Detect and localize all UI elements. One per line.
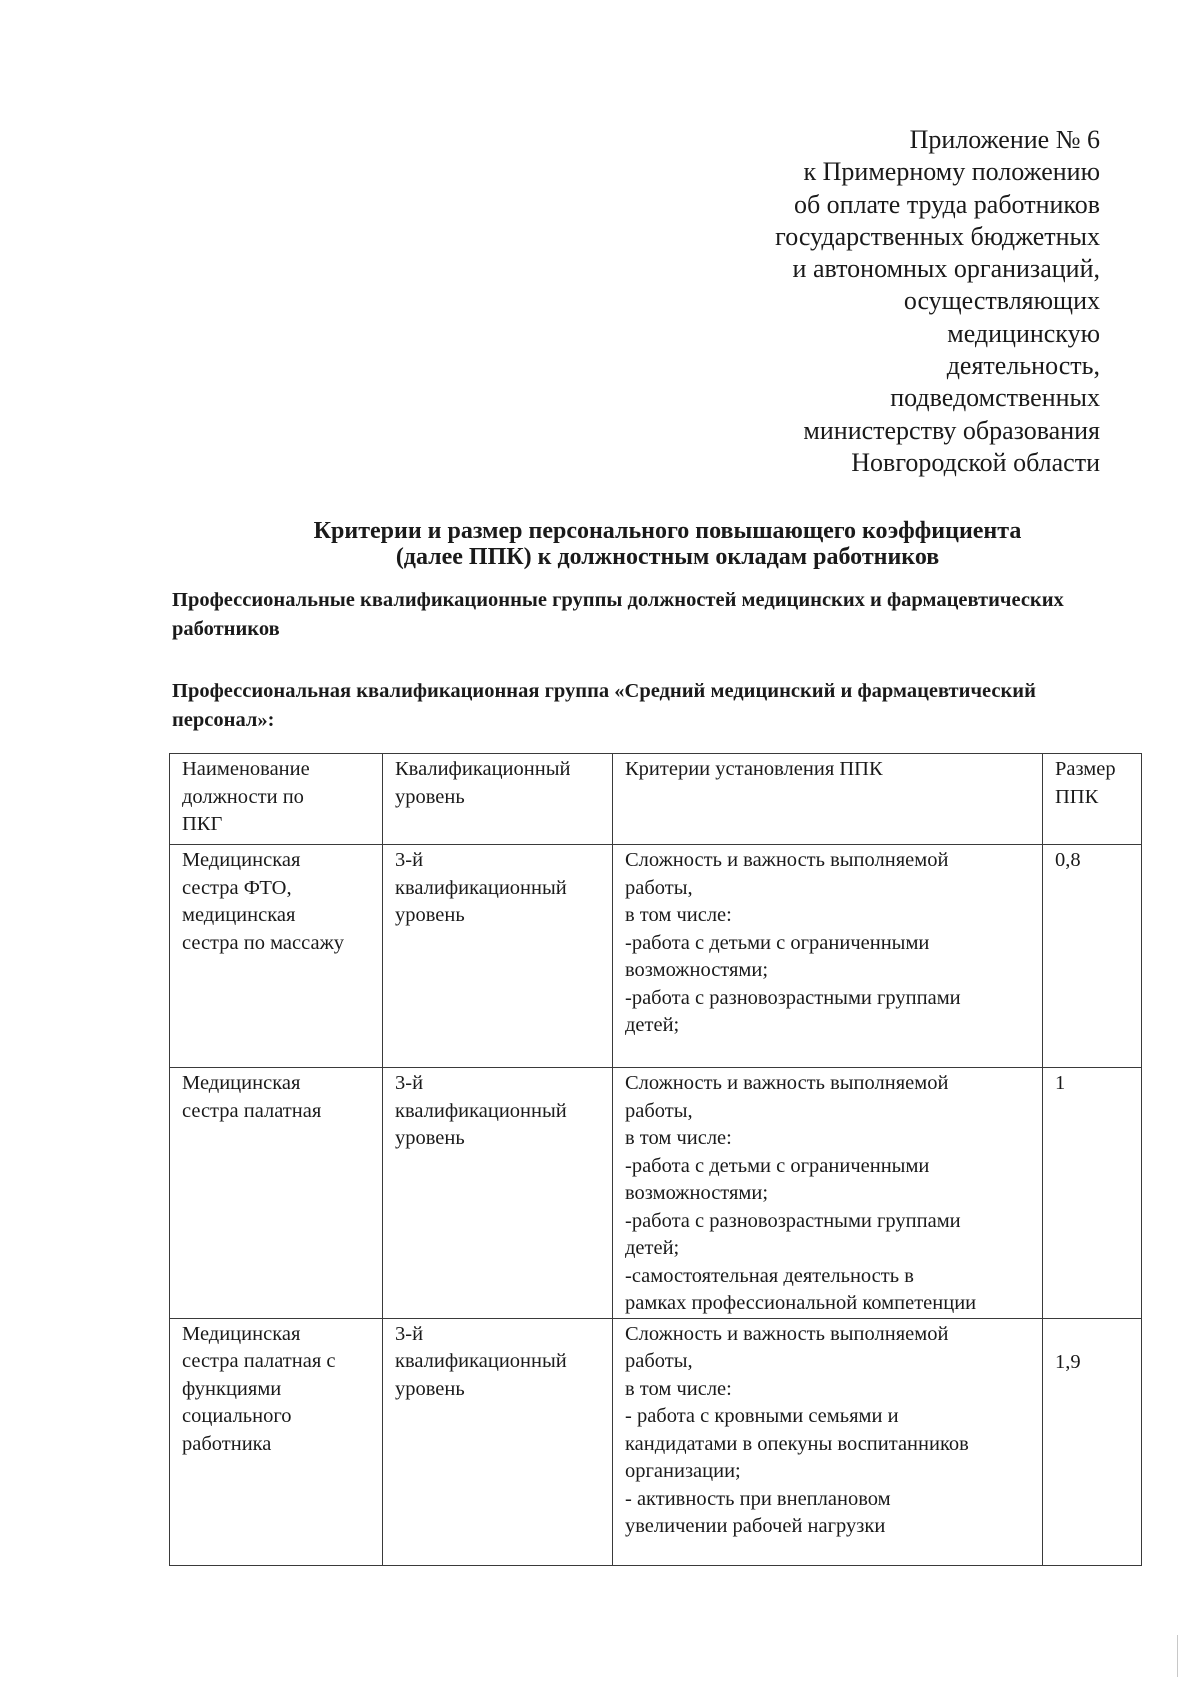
cell-level [383,845,613,1068]
cell-level [383,1318,613,1565]
cell-line: квалификационный [395,1350,567,1372]
appendix-line: к Примерному положению [803,157,1100,187]
cell-line: -работа с разновозрастными группами [625,1209,961,1232]
appendix-line: государственных бюджетных [775,221,1100,251]
appendix-line: министерству образования [803,415,1100,445]
size-value: 0,8 [1055,849,1081,871]
cell-line: - активность при внеплановом [625,1487,891,1510]
cell-line: работы, [625,1099,693,1122]
appendix-line: Новгородской области [851,447,1100,477]
cell-line: в том числе: [625,1377,732,1400]
appendix-line: медицинскую [947,318,1100,348]
cell-line: сестра палатная с [182,1350,336,1372]
cell-line: рамках профессиональной компетенции [625,1292,977,1314]
cell-line: -самостоятельная деятельность в [625,1264,914,1287]
scan-margin-mark [1177,1635,1178,1677]
cell-position [170,845,383,1068]
cell-line: сестра ФТО, [182,876,292,899]
header-line: Размер [1055,758,1116,780]
cell-line: Медицинская [182,1322,301,1345]
cell-line: уровень [395,904,465,926]
cell-line: 3-й [395,1072,424,1094]
qualification-group-heading: Профессиональная квалификационная группа «Средний медицинский и фармацевтический персонал»: [172,680,1036,731]
header-line: ПКГ [182,813,223,835]
cell-line: -работа с разновозрастными группами [625,986,961,1009]
header-line: Квалификационный [395,758,571,780]
cell-line: Медицинская [182,1072,301,1094]
size-value: 1 [1055,1072,1066,1094]
cell-line: детей; [625,1237,680,1259]
cell-criteria [613,1318,1043,1565]
table-row [170,1068,1142,1319]
cell-criteria [613,1068,1043,1319]
appendix-line: об оплате труда работников [793,189,1100,219]
cell-line: -работа с детьми с ограниченными [625,1154,930,1177]
cell-line: детей; [625,1014,680,1036]
appendix-line: Приложение № 6 [909,125,1100,154]
title-line-2: (далее ППК) к должностным окладам работников [395,544,940,570]
cell-position [170,1068,383,1319]
professional-groups-heading: Профессиональные квалификационные группы должностей медицинских и фармацевтических работников [172,589,1064,640]
cell-line: в том числе: [625,904,732,926]
header-position [170,754,383,845]
table-row [170,1318,1142,1565]
header-line: ППК [1055,785,1099,808]
appendix-line: и автономных организаций, [792,254,1100,284]
header-line: уровень [395,785,465,808]
cell-size [1043,1318,1142,1565]
header-line: Наименование [182,758,310,780]
cell-line: социального [182,1405,292,1427]
cell-line: кандидатами в опекуны воспитанников [625,1432,969,1455]
header-criteria [613,754,1043,845]
cell-line: работы, [625,1350,693,1372]
table-header-row [170,754,1142,845]
cell-line: Сложность и важность выполняемой [625,1072,949,1094]
criteria-table [169,753,1142,1566]
cell-line: уровень [395,1127,465,1149]
appendix-line: подведомственных [890,383,1100,413]
cell-line: -работа с детьми с ограниченными [625,931,930,954]
cell-line: - работа с кровными семьями и [625,1405,899,1427]
cell-line: 3-й [395,849,424,871]
document-title [150,518,1185,570]
cell-line: квалификационный [395,1099,567,1122]
cell-line: увеличении рабочей нагрузки [625,1515,886,1537]
cell-line: возможностями; [625,1182,769,1204]
cell-size [1043,1068,1142,1319]
header-line: должности по [182,785,304,808]
header-level [383,754,613,845]
table-row [170,845,1142,1068]
title-line-1: Критерии и размер персонального повышающего коэффициента [313,518,1022,544]
size-value: 1,9 [1055,1350,1081,1373]
cell-line: уровень [395,1377,465,1400]
header-size [1043,754,1142,845]
cell-line: сестра палатная [182,1099,322,1122]
cell-line: работы, [625,876,693,899]
cell-line: в том числе: [625,1127,732,1149]
cell-line: Сложность и важность выполняемой [625,849,949,871]
cell-line: функциями [182,1377,282,1400]
appendix-line: осуществляющих [903,286,1100,316]
header-line: Критерии установления ППК [625,758,883,780]
cell-line: сестра по массажу [182,931,344,954]
cell-position [170,1318,383,1565]
cell-line: квалификационный [395,876,567,899]
cell-level [383,1068,613,1319]
cell-line: Сложность и важность выполняемой [625,1322,949,1345]
cell-line: медицинская [182,904,296,926]
cell-line: 3-й [395,1322,424,1345]
cell-size [1043,845,1142,1068]
cell-line: организации; [625,1460,741,1482]
appendix-line: деятельность, [946,351,1100,381]
cell-line: возможностями; [625,959,769,981]
cell-criteria [613,845,1043,1068]
cell-line: Медицинская [182,849,301,871]
cell-line: работника [182,1432,272,1455]
appendix-reference [775,124,1100,479]
